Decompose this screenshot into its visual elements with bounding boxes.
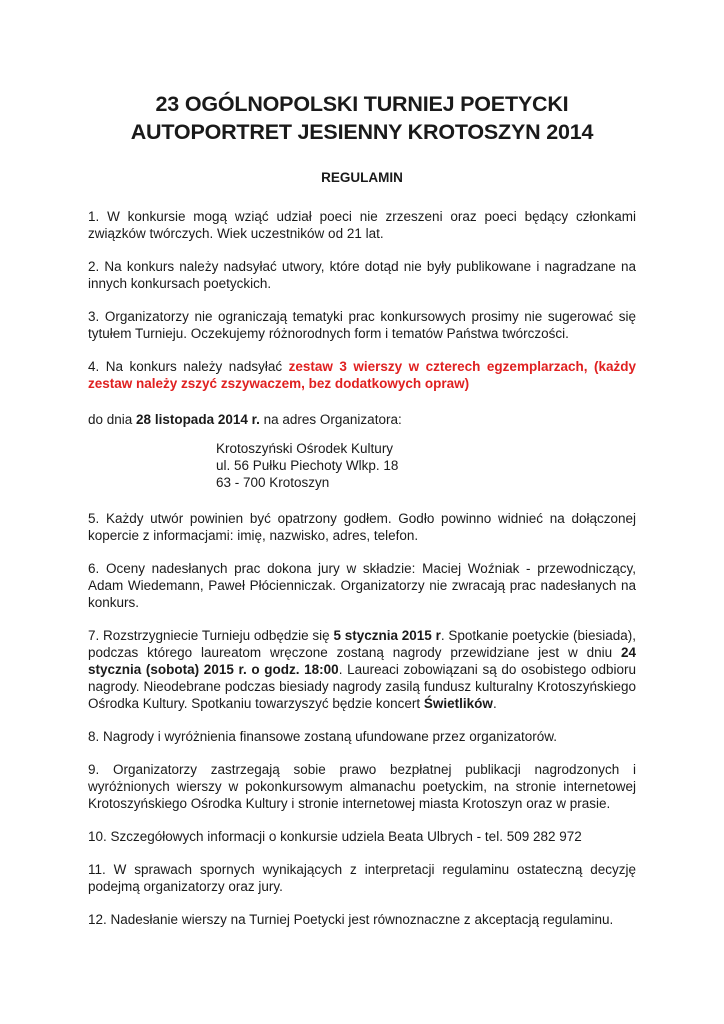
deadline-line (88, 411, 636, 428)
deadline-suffix: na adres Organizatora: (259, 412, 402, 427)
rule-7 (88, 627, 636, 712)
rule-7-text-e: . Laureaci zobowiązani są do osobistego odbioru nagrody. Nieodebrane podczas biesiady nagrody zasilą fundusz kulturalny Krotoszyńskiego Ośrodka Kultury. Spotkaniu towarzyszyć będzie koncert (88, 662, 636, 711)
rule-1: 1. W konkursie mogą wziąć udział poeci nie zrzeszeni oraz poeci będący członkami związków twórczych. Wiek uczestników od 21 lat. (88, 209, 636, 241)
rule-6: 6. Oceny nadesłanych prac dokona jury w składzie: Maciej Woźniak - przewodniczący, Adam Wiedemann, Paweł Płócienniczak. Organizatorzy nie zwracają prac nadesłanych na konkurs. (88, 561, 636, 610)
rule-7-text-a: 7. Rozstrzygniecie Turnieju odbędzie się (88, 628, 334, 643)
rule-4-prefix: 4. Na konkurs należy nadsyłać (88, 359, 289, 374)
rule-10: 10. Szczegółowych informacji o konkursie udziela Beata Ulbrych - tel. 509 282 972 (88, 829, 582, 844)
address-line-1: Krotoszyński Ośrodek Kultury (216, 441, 394, 456)
rule-12: 12. Nadesłanie wierszy na Turniej Poetycki jest równoznaczne z akceptacją regulaminu. (88, 912, 614, 927)
rule-9: 9. Organizatorzy zastrzegają sobie prawo bezpłatnej publikacji nagrodzonych i wyróżnionych wierszy w pokonkursowym almanachu poetyckim, na stronie internetowej Krotoszyńskiego Ośrodka Kultury i stronie internetowej miasta Krotoszyn oraz w prasie. (88, 762, 636, 811)
document-subtitle: REGULAMIN (321, 170, 403, 185)
title-line-2: AUTOPORTRET JESIENNY KROTOSZYN 2014 (130, 120, 594, 144)
rule-2: 2. Na konkurs należy nadsyłać utwory, które dotąd nie były publikowane i nagradzane na innych konkursach poetyckich. (88, 259, 636, 291)
rule-11: 11. W sprawach spornych wynikających z interpretacji regulaminu ostateczną decyzję podejmą organizatorzy oraz jury. (88, 862, 636, 894)
address-line-2: ul. 56 Pułku Piechoty Wlkp. 18 (216, 458, 399, 473)
rule-3: 3. Organizatorzy nie ograniczają tematyki prac konkursowych prosimy nie sugerować się tytułem Turnieju. Oczekujemy różnorodnych form i tematów Państwa twórczości. (88, 309, 636, 341)
rule-7-band-name: Świetlików (423, 696, 493, 711)
deadline-prefix: do dnia (88, 412, 137, 427)
rule-7-date-result: 5 stycznia 2015 r (333, 628, 441, 643)
rule-7-text-c: . Spotkanie poetyckie (biesiada), podczas którego laureatom wręczone zostaną nagrody przewidziane jest w dniu (88, 628, 636, 660)
rule-8: 8. Nagrody i wyróżnienia finansowe zostaną ufundowane przez organizatorów. (88, 729, 558, 744)
document-title (88, 0, 636, 146)
rule-5: 5. Każdy utwór powinien być opatrzony godłem. Godło powinno widnieć na dołączonej kopercie z informacjami: imię, nazwisko, adres, telefon. (88, 511, 636, 543)
rule-4 (88, 358, 636, 392)
title-line-1: 23 OGÓLNOPOLSKI TURNIEJ POETYCKI (155, 92, 569, 116)
deadline-date: 28 listopada 2014 r. (136, 412, 260, 427)
rule-7-text-g: . (492, 696, 497, 711)
address-line-3: 63 - 700 Krotoszyn (216, 475, 330, 490)
rule-7-date-meeting: 24 stycznia (sobota) 2015 r. o godz. 18:00 (88, 645, 636, 677)
rule-4-highlight: zestaw 3 wierszy w czterech egzemplarzach, (każdy zestaw należy zszyć zszywaczem, bez dodatkowych opraw) (88, 359, 636, 391)
organizer-address (88, 440, 636, 491)
